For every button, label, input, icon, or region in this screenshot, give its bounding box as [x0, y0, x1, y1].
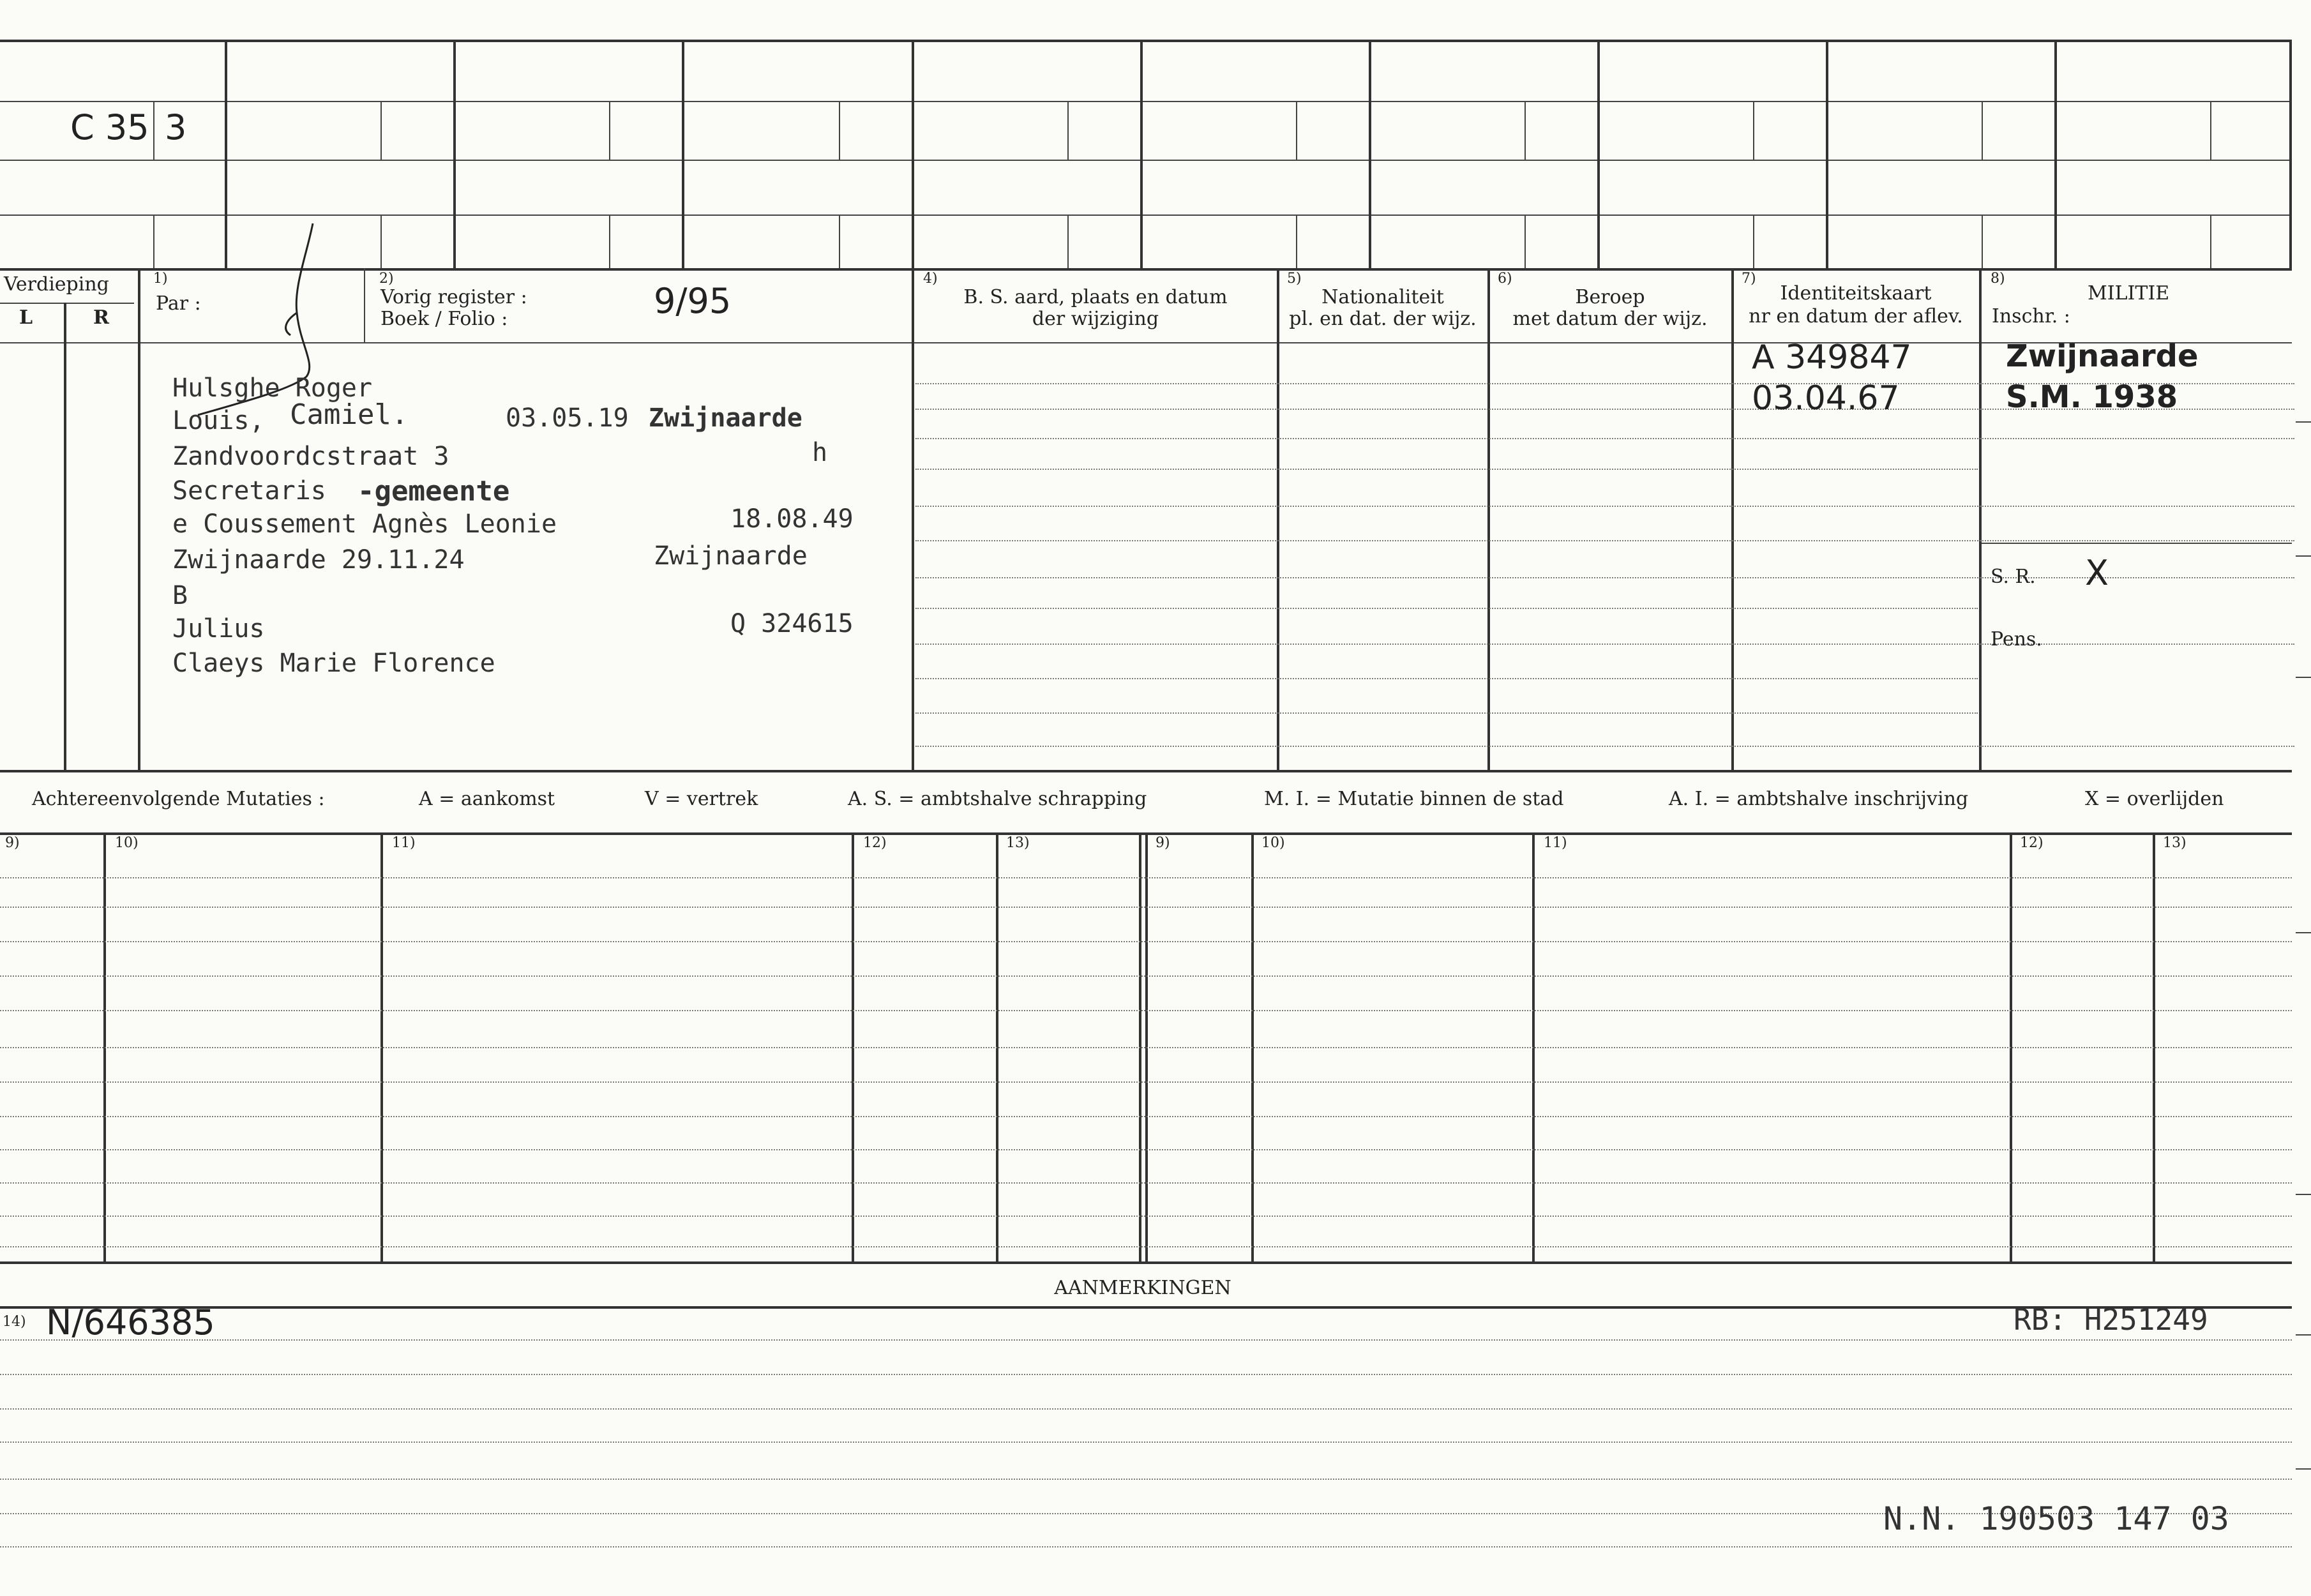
field-number-6: 6) [1498, 271, 1512, 287]
remarks-nn-number: N.N. 190503 147 03 [1883, 1500, 2229, 1537]
identity-number: A 349847 [1752, 338, 1912, 377]
militie-place: Zwijnaarde [2006, 338, 2199, 374]
field-number-2: 2) [379, 271, 394, 287]
person-name: Hulsghe Roger [172, 373, 373, 403]
par-label: Par : [156, 292, 201, 315]
mut-col-9b: 9) [1156, 835, 1170, 851]
remarks-rb-number: RB: H251249 [2014, 1302, 2208, 1337]
person-code-b: B [172, 581, 188, 610]
mut-col-13: 13) [1006, 835, 1030, 851]
mut-col-9: 9) [5, 835, 20, 851]
person-spouse-birth: Zwijnaarde 29.11.24 [172, 545, 465, 575]
field-number-4: 4) [923, 271, 938, 287]
remarks-reference: N/646385 [46, 1302, 215, 1343]
person-father: Julius [172, 614, 265, 644]
nat-label-line1: Nationaliteit [1321, 286, 1444, 308]
person-firstname-2: Camiel. [290, 398, 409, 431]
person-occupation: Secretaris [172, 476, 326, 506]
col-l-label: L [19, 306, 33, 329]
boek-folio-label: Boek / Folio : [380, 308, 508, 330]
mut-col-10b: 10) [1261, 835, 1285, 851]
person-code-h: h [812, 438, 828, 467]
legend-schrapping: A. S. = ambtshalve schrapping [848, 788, 1147, 810]
card-number: 3 [165, 107, 187, 147]
bs-label-line1: B. S. aard, plaats en datum [963, 286, 1228, 308]
field-number-14: 14) [3, 1314, 26, 1330]
person-firstnames: Louis, [172, 406, 265, 435]
legend-vertrek: V = vertrek [645, 788, 758, 810]
vorig-register-value: 9/95 [654, 281, 732, 321]
person-birthplace: Zwijnaarde [649, 403, 802, 433]
person-ref-q: Q 324615 [730, 609, 854, 638]
legend-aankomst: A = aankomst [419, 788, 555, 810]
legend-mutatie: M. I. = Mutatie binnen de stad [1264, 788, 1564, 810]
mutations-title: Achtereenvolgende Mutaties : [32, 788, 325, 810]
person-spouse-place: Zwijnaarde [654, 541, 808, 571]
remarks-title: AANMERKINGEN [1054, 1277, 1231, 1299]
person-occupation-2: -gemeente [358, 475, 510, 508]
person-spouse: e Coussement Agnès Leonie [172, 509, 557, 539]
card-code: C 35 [70, 107, 149, 147]
sr-value: X [2085, 553, 2109, 593]
id-label-line2: nr en datum der aflev. [1749, 305, 1963, 327]
militie-label: MILITIE [2088, 282, 2170, 305]
mut-col-10: 10) [115, 835, 139, 851]
identity-date: 03.04.67 [1752, 379, 1900, 418]
mut-col-11b: 11) [1544, 835, 1567, 851]
person-birthdate: 03.05.19 [506, 403, 629, 433]
sr-label: S. R. [1991, 566, 2036, 588]
militie-sm: S.M. 1938 [2006, 379, 2178, 415]
legend-overlijden: X = overlijden [2085, 788, 2224, 810]
pens-label: Pens. [1991, 628, 2042, 651]
beroep-label-line2: met datum der wijz. [1512, 308, 1708, 330]
person-marriage-date: 18.08.49 [730, 504, 854, 534]
mut-col-12: 12) [863, 835, 887, 851]
vorig-register-label: Vorig register : [380, 286, 527, 308]
field-number-1: 1) [153, 271, 168, 287]
beroep-label-line1: Beroep [1575, 286, 1645, 308]
field-number-8: 8) [1991, 271, 2005, 287]
legend-inschrijving: A. I. = ambtshalve inschrijving [1669, 788, 1969, 810]
inschr-label: Inschr. : [1992, 305, 2070, 327]
person-mother: Claeys Marie Florence [172, 649, 495, 678]
person-address: Zandvoordcstraat 3 [172, 442, 449, 471]
mut-col-12b: 12) [2020, 835, 2044, 851]
nat-label-line2: pl. en dat. der wijz. [1289, 308, 1477, 330]
mut-col-11: 11) [392, 835, 416, 851]
id-label-line1: Identiteitskaart [1780, 282, 1932, 305]
field-number-5: 5) [1287, 271, 1302, 287]
mut-col-13b: 13) [2163, 835, 2187, 851]
verdieping-label: Verdieping [4, 273, 109, 296]
col-r-label: R [93, 306, 109, 329]
field-number-7: 7) [1742, 271, 1756, 287]
bs-label-line2: der wijziging [1032, 308, 1159, 330]
